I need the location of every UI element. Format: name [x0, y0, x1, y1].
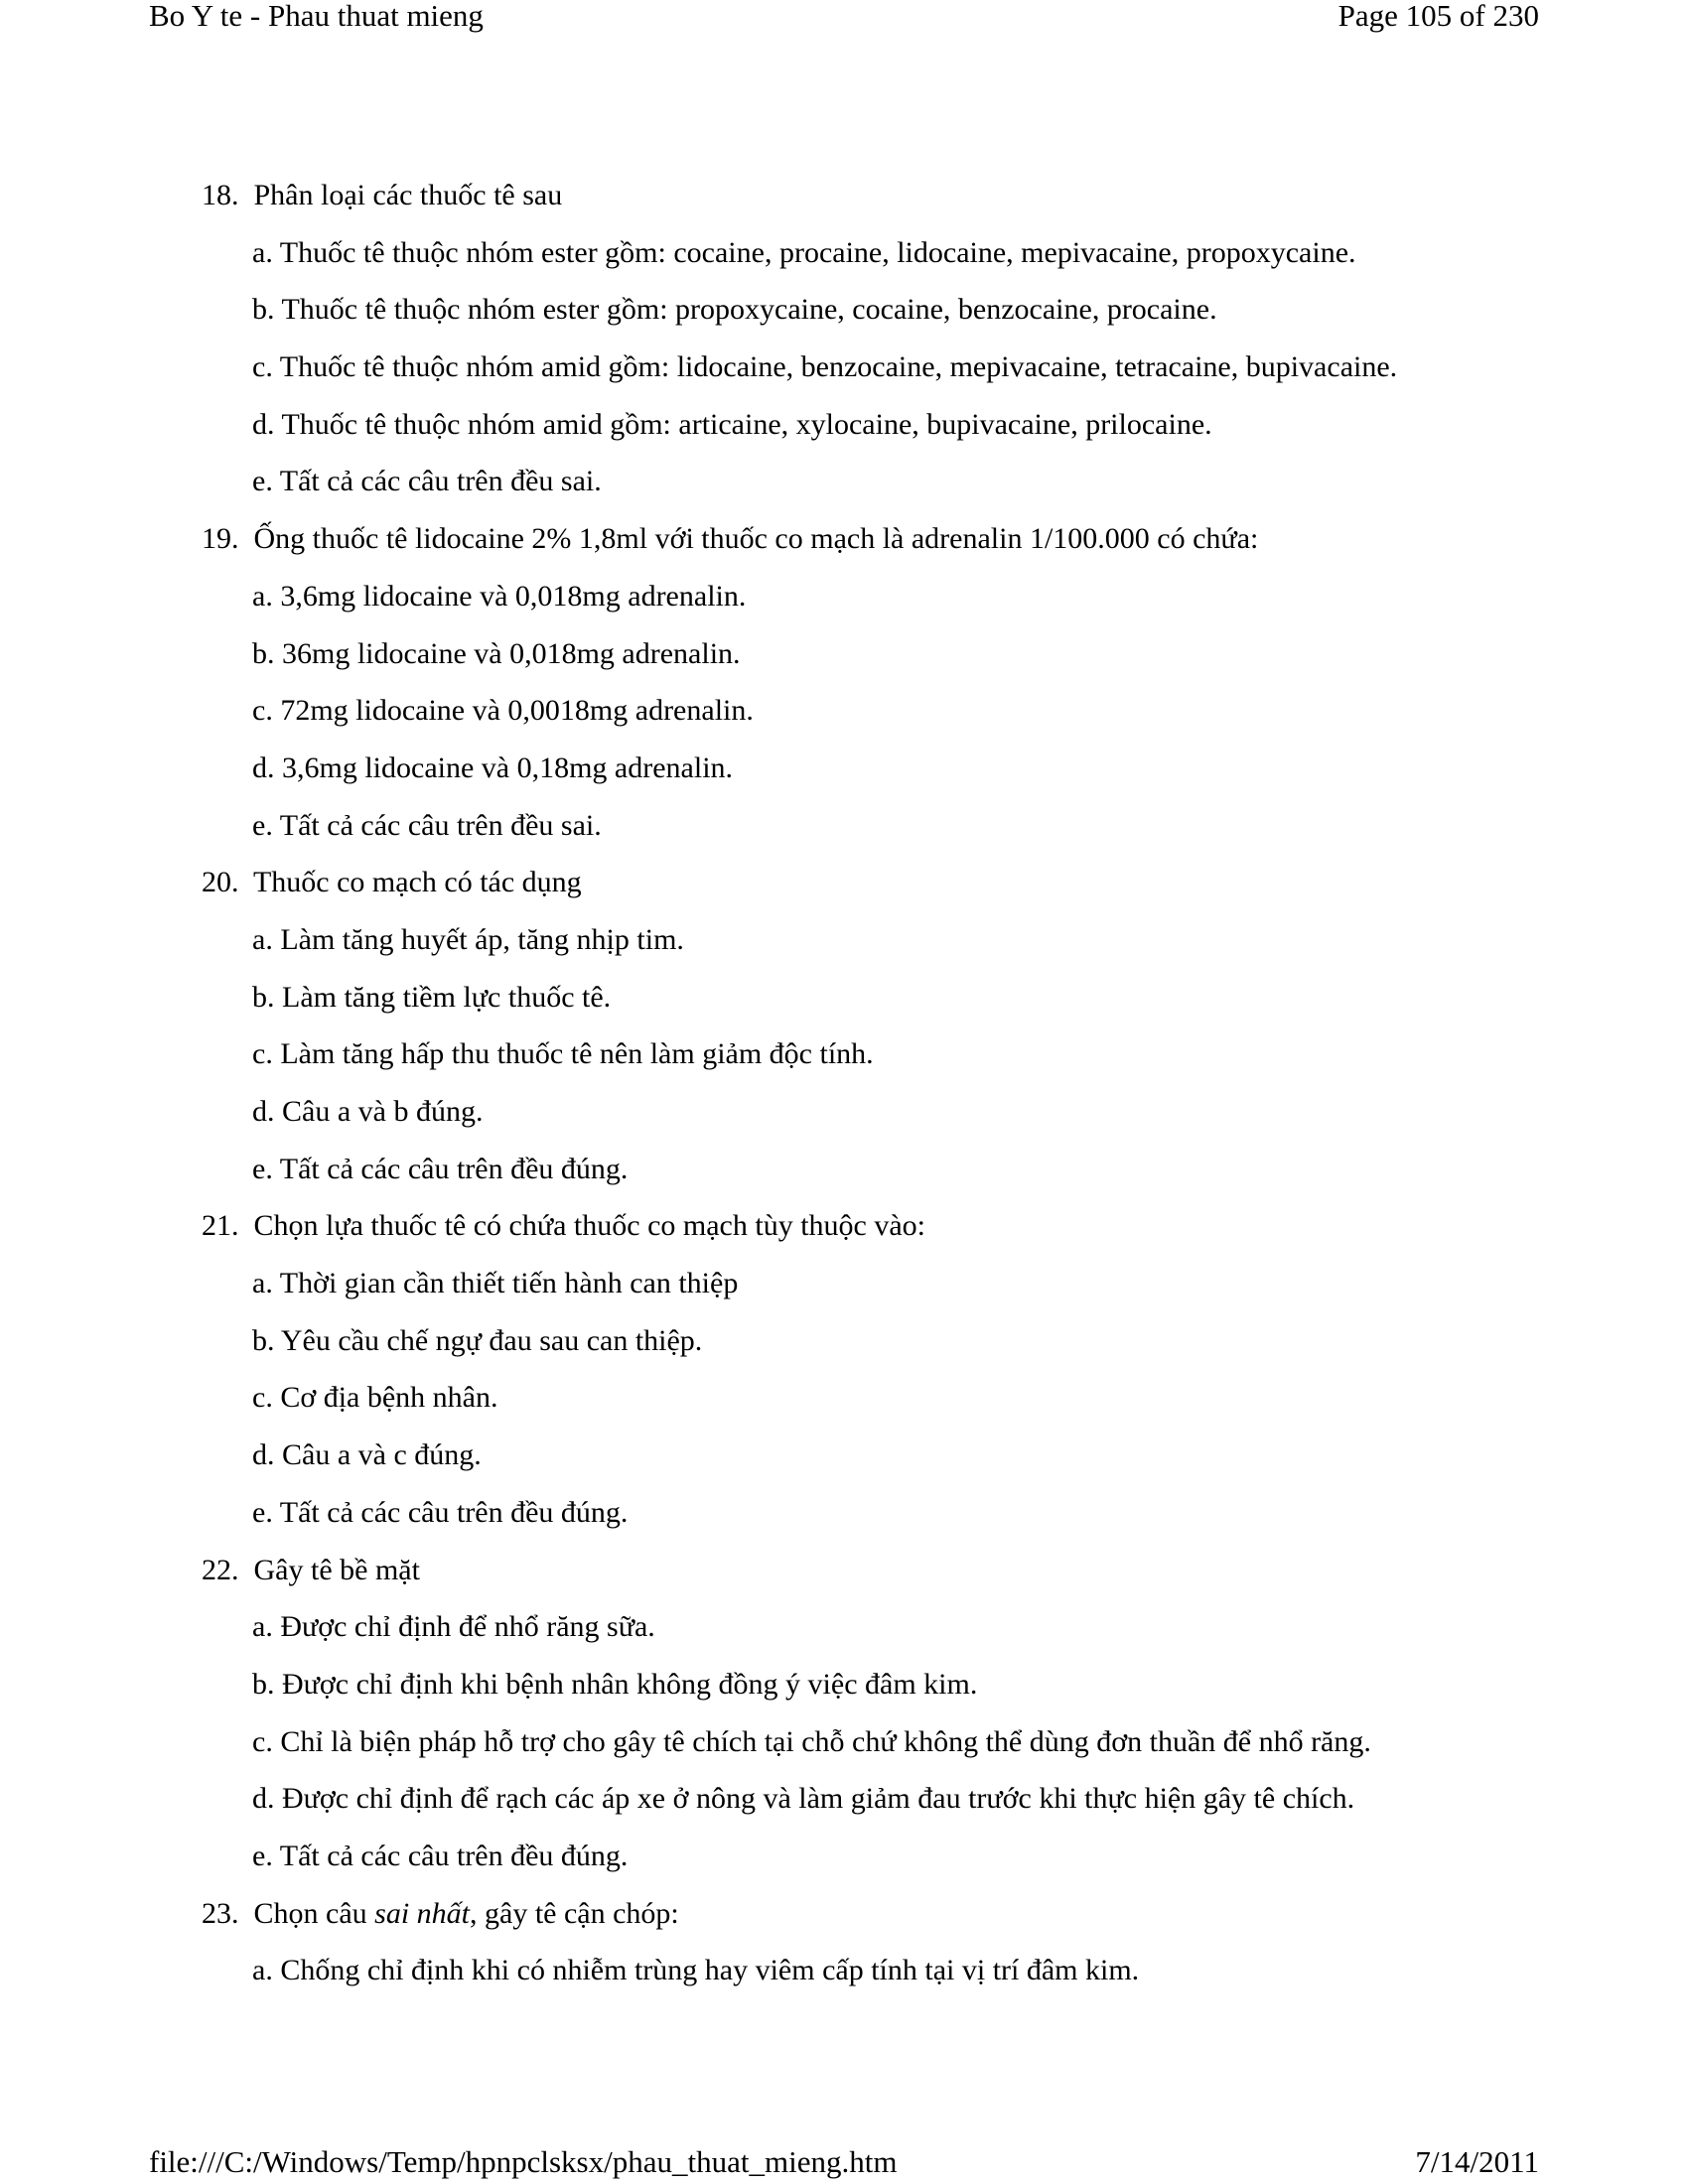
question-text: Chọn lựa thuốc tê có chứa thuốc co mạch tùy thuộc vào:: [253, 1209, 925, 1243]
answer-option-c: c. Chỉ là biện pháp hỗ trợ cho gây tê chích tại chỗ chứ không thể dùng đơn thuần để nhổ răng.: [252, 1724, 1371, 1758]
answer-option-d: d. Thuốc tê thuộc nhóm amid gồm: articaine, xylocaine, bupivacaine, prilocaine.: [252, 407, 1212, 441]
question-23: [202, 1885, 1572, 1999]
answer-option-c: c. Cơ địa bệnh nhân.: [252, 1381, 498, 1415]
answer-option-d: d. Được chỉ định để rạch các áp xe ở nông và làm giảm đau trước khi thực hiện gây tê chích.: [252, 1782, 1355, 1816]
question-number: 21.: [202, 1209, 246, 1243]
question-21: [202, 1197, 1572, 1541]
question-text: Thuốc co mạch có tác dụng: [252, 866, 582, 899]
answer-option-b: b. Yêu cầu chế ngự đau sau can thiệp.: [252, 1323, 703, 1357]
answer-option-a: a. Làm tăng huyết áp, tăng nhịp tim.: [252, 922, 684, 956]
question-text: Ống thuốc tê lidocaine 2% 1,8ml với thuốc co mạch là adrenalin 1/100.000 có chứa:: [253, 522, 1259, 556]
page-number: Page 105 of 230: [1337, 0, 1539, 33]
answer-option-e: e. Tất cả các câu trên đều sai.: [252, 465, 602, 498]
answer-option-b: b. 36mg lidocaine và 0,018mg adrenalin.: [252, 636, 741, 670]
question-stem: [202, 510, 1572, 568]
question-number: 22.: [202, 1553, 246, 1586]
question-text: Gây tê bề mặt: [253, 1553, 420, 1586]
answer-option-e: e. Tất cả các câu trên đều đúng.: [252, 1152, 629, 1185]
answer-option-e: e. Tất cả các câu trên đều đúng.: [252, 1495, 629, 1529]
answer-option-c: c. Thuốc tê thuộc nhóm amid gồm: lidocaine, benzocaine, mepivacaine, tetracaine, bupivacaine.: [252, 350, 1398, 384]
answer-option-e: e. Tất cả các câu trên đều sai.: [252, 808, 602, 842]
answer-option-b: b. Thuốc tê thuộc nhóm ester gồm: propoxycaine, cocaine, benzocaine, procaine.: [252, 293, 1217, 327]
answer-option-a: a. Được chỉ định để nhổ răng sữa.: [252, 1610, 655, 1644]
question-stem: [202, 1885, 1572, 1943]
answer-option-c: c. Làm tăng hấp thu thuốc tê nên làm giảm độc tính.: [252, 1037, 874, 1071]
answer-option-b: b. Làm tăng tiềm lực thuốc tê.: [252, 980, 612, 1014]
page-footer: [149, 2144, 1539, 2184]
question-number: 20.: [202, 866, 246, 899]
question-number: 23.: [202, 1896, 246, 1930]
answer-option-c: c. 72mg lidocaine và 0,0018mg adrenalin.: [252, 694, 754, 728]
answer-option-d: d. Câu a và c đúng.: [252, 1438, 482, 1472]
question-22: [202, 1542, 1572, 1885]
question-text: Phân loại các thuốc tê sau: [253, 179, 563, 211]
question-stem: [202, 167, 1572, 224]
question-20: [202, 854, 1572, 1197]
question-text-emphasis: sai nhất: [374, 1896, 470, 1930]
answer-option-d: d. Câu a và b đúng.: [252, 1095, 484, 1128]
question-stem: [202, 1197, 1572, 1255]
question-stem: [202, 1542, 1572, 1599]
document-title: Bo Y te - Phau thuat mieng: [149, 0, 484, 33]
answer-option-b: b. Được chỉ định khi bệnh nhân không đồng ý việc đâm kim.: [252, 1667, 978, 1701]
question-number: 18.: [202, 179, 246, 211]
question-19: [202, 510, 1572, 854]
print-date: 7/14/2011: [1415, 2144, 1539, 2179]
question-text-before: Chọn câu: [253, 1896, 375, 1930]
question-number: 19.: [202, 522, 246, 556]
answer-option-a: a. 3,6mg lidocaine và 0,018mg adrenalin.: [252, 579, 747, 613]
answer-option-e: e. Tất cả các câu trên đều đúng.: [252, 1839, 629, 1872]
question-text-after: , gây tê cận chóp:: [470, 1896, 679, 1930]
question-stem: [202, 854, 1572, 911]
answer-option-a: a. Thuốc tê thuộc nhóm ester gồm: cocaine, procaine, lidocaine, mepivacaine, propoxycaine.: [252, 235, 1356, 269]
file-path: file:///C:/Windows/Temp/hpnpclsksx/phau_thuat_mieng.htm: [149, 2144, 898, 2179]
question-18: [202, 167, 1572, 510]
page-header: [149, 0, 1539, 40]
question-list: [202, 167, 1572, 1999]
answer-option-a: a. Thời gian cần thiết tiến hành can thiệp: [252, 1267, 739, 1300]
answer-option-a: a. Chống chỉ định khi có nhiễm trùng hay viêm cấp tính tại vị trí đâm kim.: [252, 1954, 1140, 1987]
answer-option-d: d. 3,6mg lidocaine và 0,18mg adrenalin.: [252, 751, 734, 784]
